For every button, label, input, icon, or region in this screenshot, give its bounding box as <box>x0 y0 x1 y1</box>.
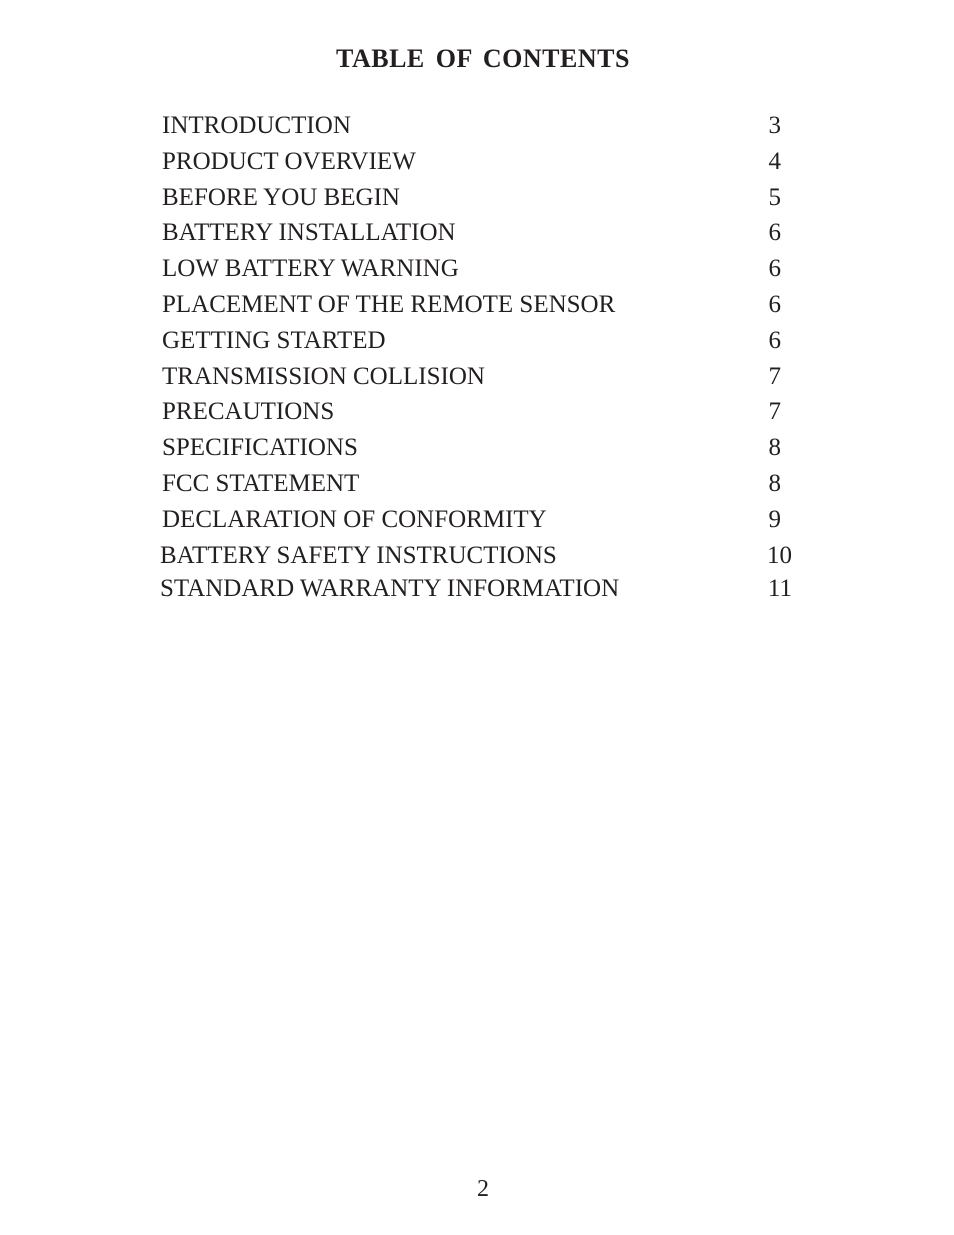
toc-entry <box>162 394 802 430</box>
toc-entry-page: 8 <box>768 434 781 462</box>
toc-entry <box>162 466 802 502</box>
toc-entry <box>162 144 802 180</box>
toc-entry-page: 7 <box>768 398 781 426</box>
toc-entry <box>162 287 802 323</box>
toc-entry-label: BATTERY SAFETY INSTRUCTIONS <box>160 541 557 569</box>
table-of-contents <box>162 108 802 604</box>
toc-entry <box>162 180 802 216</box>
toc-entry-label: BEFORE YOU BEGIN <box>162 183 400 211</box>
toc-entry-label: PLACEMENT OF THE REMOTE SENSOR <box>162 290 616 318</box>
page-title: TABLE OF CONTENTS <box>336 44 630 73</box>
toc-entry-label: LOW BATTERY WARNING <box>162 255 459 283</box>
toc-entry-page: 10 <box>767 541 792 569</box>
toc-entry-label: FCC STATEMENT <box>162 469 360 497</box>
toc-entry-page: 5 <box>768 183 781 211</box>
toc-entry-page: 6 <box>768 219 781 247</box>
toc-entry <box>162 108 802 144</box>
toc-entry-page: 9 <box>768 505 781 533</box>
toc-entry-page: 6 <box>768 290 781 318</box>
toc-entry-page: 7 <box>768 362 781 390</box>
toc-entry-page: 11 <box>767 574 792 602</box>
toc-entry-label: PRODUCT OVERVIEW <box>162 147 416 175</box>
toc-entry <box>162 215 802 251</box>
toc-entry <box>162 502 802 538</box>
toc-entry <box>162 323 802 359</box>
toc-entry-label: SPECIFICATIONS <box>162 434 358 462</box>
toc-entry-page: 8 <box>768 469 781 497</box>
toc-entry-label: DECLARATION OF CONFORMITY <box>162 505 547 533</box>
toc-entry <box>162 251 802 287</box>
toc-entry-page: 6 <box>768 326 781 354</box>
page-number: 2 <box>477 1176 489 1202</box>
toc-entry <box>162 359 802 395</box>
toc-entry <box>160 571 802 604</box>
toc-entry <box>162 430 802 466</box>
toc-entry <box>160 538 802 571</box>
toc-entry-page: 6 <box>768 255 781 283</box>
toc-entry-label: INTRODUCTION <box>162 112 351 139</box>
toc-entry-page: 4 <box>768 147 781 175</box>
toc-entry-label: TRANSMISSION COLLISION <box>162 362 485 390</box>
toc-entry-label: GETTING STARTED <box>162 326 386 354</box>
toc-entry-label: PRECAUTIONS <box>162 398 335 426</box>
toc-entry-label: STANDARD WARRANTY INFORMATION <box>160 574 620 602</box>
toc-entry-page: 3 <box>768 112 781 139</box>
toc-entry-label: BATTERY INSTALLATION <box>162 219 456 247</box>
